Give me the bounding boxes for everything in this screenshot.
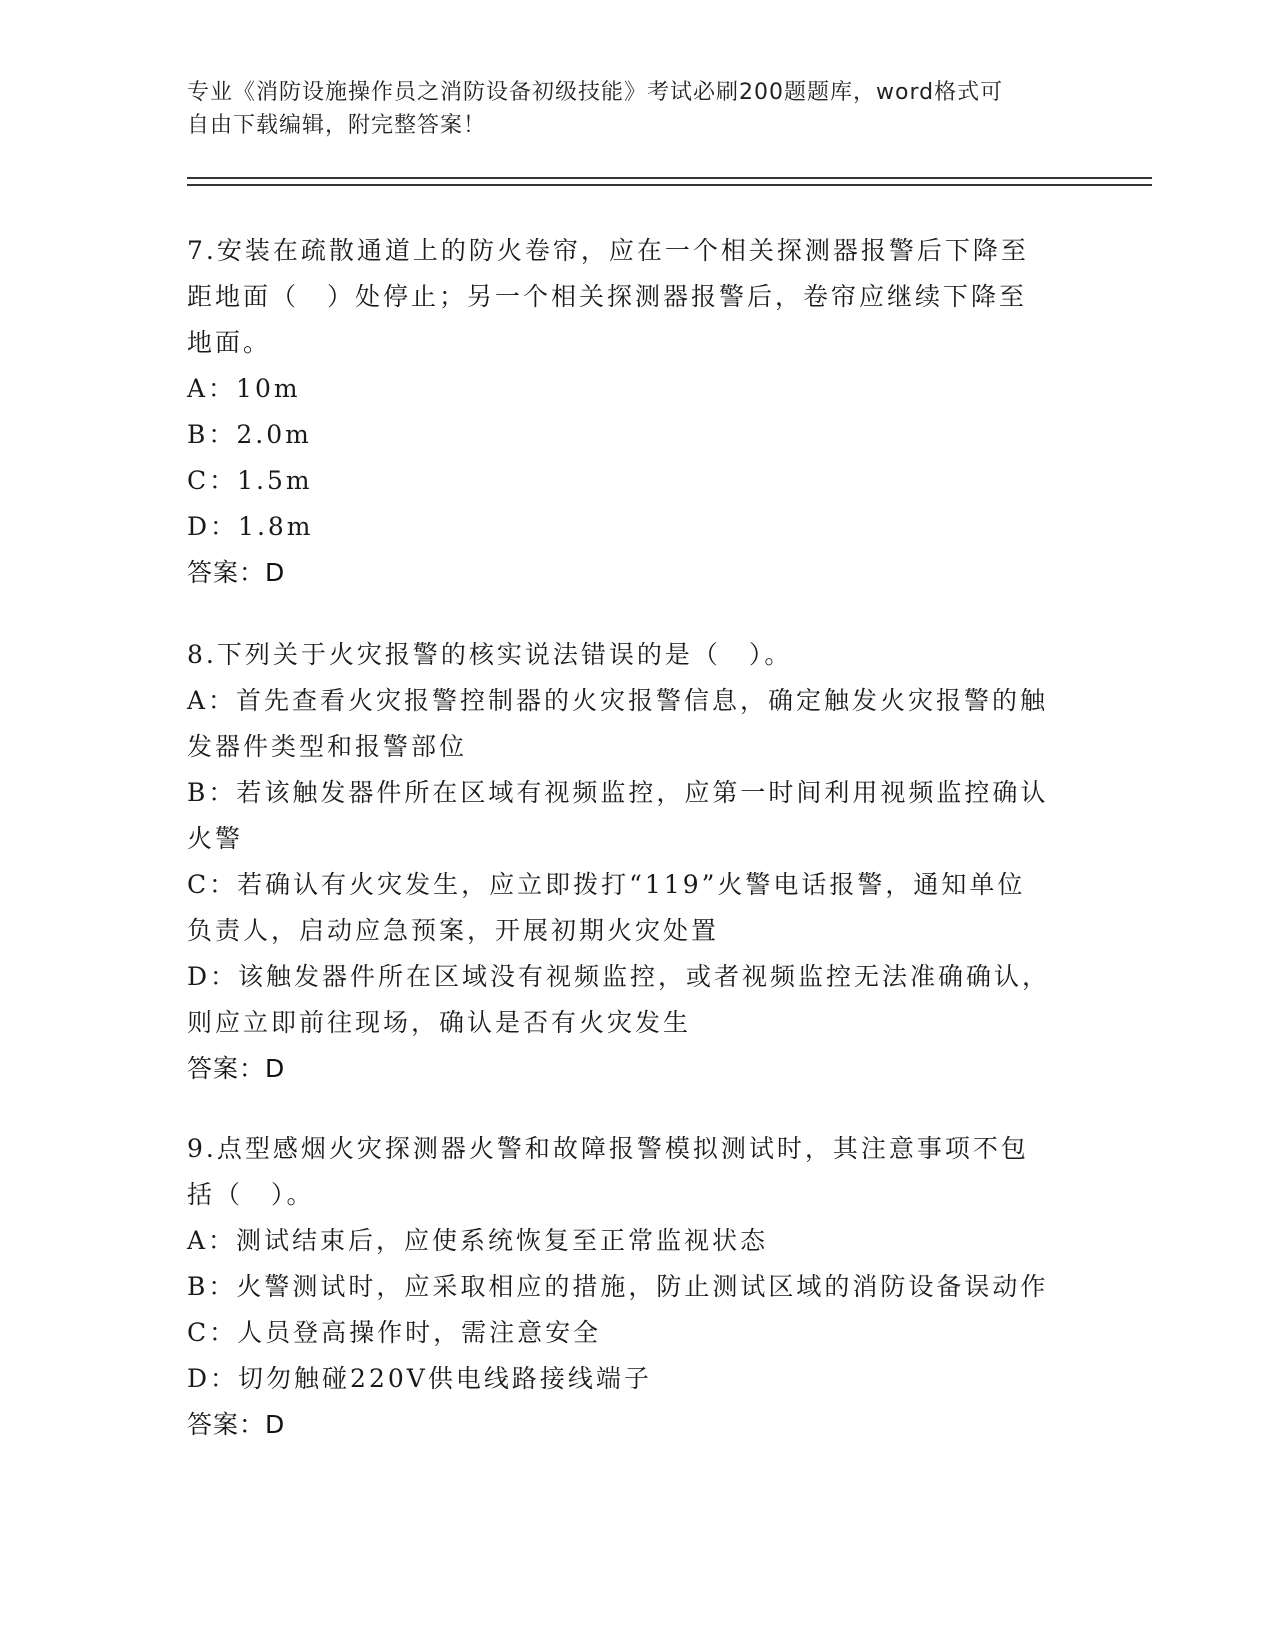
option-a: A：10m bbox=[187, 374, 301, 403]
option-c: C：若确认有火灾发生，应立即拨打“119”火警电话报警，通知单位 bbox=[187, 870, 1026, 899]
question-stem-line: 9.点型感烟火灾探测器火警和故障报警模拟测试时，其注意事项不包 bbox=[187, 1134, 1029, 1163]
question-stem-line: 括（ ）。 bbox=[187, 1180, 315, 1209]
option-d: D：该触发器件所在区域没有视频监控，或者视频监控无法准确确认， bbox=[187, 962, 1051, 991]
answer-label: 答案：D bbox=[187, 558, 286, 587]
question-stem-line: 7.安装在疏散通道上的防火卷帘，应在一个相关探测器报警后下降至 bbox=[187, 236, 1029, 265]
option-b: B：火警测试时，应采取相应的措施，防止测试区域的消防设备误动作 bbox=[187, 1272, 1049, 1301]
document-header bbox=[187, 76, 1077, 142]
question-stem-line: 地面。 bbox=[187, 328, 272, 357]
question-8 bbox=[187, 632, 1077, 1092]
question-7 bbox=[187, 228, 1077, 596]
option-a-continued: 发器件类型和报警部位 bbox=[187, 732, 468, 761]
option-b: B：若该触发器件所在区域有视频监控，应第一时间利用视频监控确认 bbox=[187, 778, 1049, 807]
option-a: A：测试结束后，应使系统恢复至正常监视状态 bbox=[187, 1226, 769, 1255]
header-divider-top bbox=[187, 177, 1152, 179]
option-b: B：2.0m bbox=[187, 420, 312, 449]
option-c-continued: 负责人，启动应急预案，开展初期火灾处置 bbox=[187, 916, 720, 945]
option-d-continued: 则应立即前往现场，确认是否有火灾发生 bbox=[187, 1008, 692, 1037]
question-9 bbox=[187, 1126, 1077, 1448]
option-c: C：1.5m bbox=[187, 466, 313, 495]
option-b-continued: 火警 bbox=[187, 824, 244, 853]
header-divider-bottom bbox=[187, 184, 1152, 186]
option-d: D：1.8m bbox=[187, 512, 314, 541]
header-line-1: 专业《消防设施操作员之消防设备初级技能》考试必刷200题题库，word格式可 bbox=[187, 80, 1004, 105]
option-a: A：首先查看火灾报警控制器的火灾报警信息，确定触发火灾报警的触 bbox=[187, 686, 1049, 715]
question-stem-line: 距地面（ ）处停止；另一个相关探测器报警后，卷帘应继续下降至 bbox=[187, 282, 1028, 311]
option-d: D：切勿触碰220V供电线路接线端子 bbox=[187, 1364, 652, 1393]
answer-label: 答案：D bbox=[187, 1410, 286, 1439]
header-line-2: 自由下载编辑，附完整答案！ bbox=[187, 113, 487, 138]
option-c: C：人员登高操作时，需注意安全 bbox=[187, 1318, 602, 1347]
question-stem-line: 8.下列关于火灾报警的核实说法错误的是（ ）。 bbox=[187, 640, 793, 669]
answer-label: 答案：D bbox=[187, 1054, 286, 1083]
